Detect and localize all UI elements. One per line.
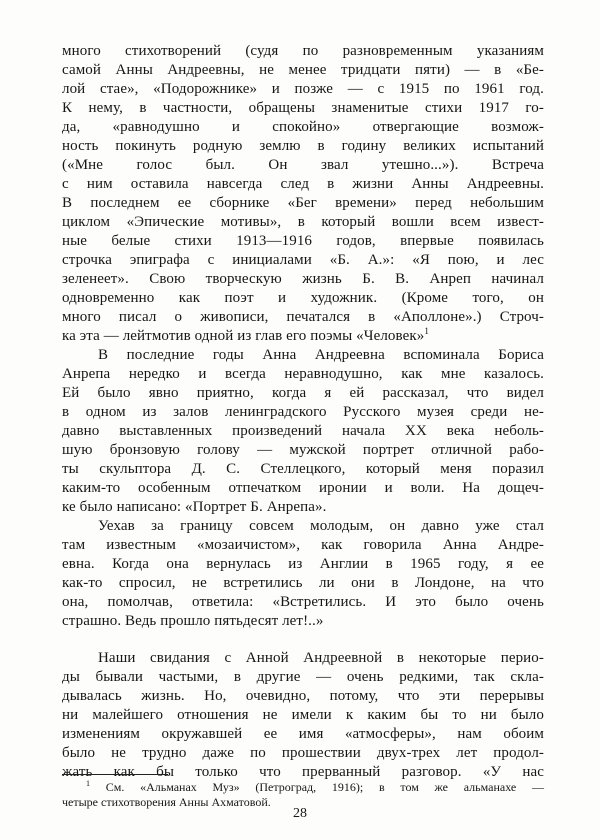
text-line: самой Анны Андреевны, не менее тридцати пяти) — в «Бе- <box>62 62 544 78</box>
text-line: жать как бы только что прерванный разговор. «У нас <box>62 764 544 780</box>
footnote-line: четыре стихотворения Анны Ахматовой. <box>62 795 271 809</box>
text-line: К нему, в частности, обращены знаменитые стихи 1917 го- <box>62 100 544 116</box>
text-line: ни малейшего отношения не имели к каким бы то ни было <box>62 707 544 723</box>
text-line: шую бронзовую голову — мужской портрет отличной рабо- <box>62 442 544 458</box>
text-line: дывалась жизнь. Но, очевидно, потому, что эти перерывы <box>62 688 544 704</box>
text-line: как-то спросил, не встретились ли они в Лондоне, на что <box>62 575 544 591</box>
text-line: да, «равнодушно и спокойно» отвергающие возмож- <box>62 119 544 135</box>
text-line: с ним оставила навсегда след в жизни Анны Андреевны. <box>62 176 544 192</box>
text-line: каким-то особенным отпечатком иронии и воли. На дощеч- <box>62 480 544 496</box>
text-line: ды бывали частыми, в другие — очень редкими, так скла- <box>62 669 544 685</box>
text-line: она, помолчав, ответила: «Встретились. И это было очень <box>62 594 544 610</box>
text-line: одновременно как поэт и художник. (Кроме того, он <box>62 290 544 306</box>
text-line: циклом «Эпические мотивы», в который вошли всем извест- <box>62 214 544 230</box>
text-line: в одном из залов ленинградского Русского музея среди не- <box>62 404 544 420</box>
text-line <box>62 327 544 346</box>
text-line: было не трудно даже по прошествии двух-трех лет продол- <box>62 745 544 761</box>
text-line: ке было написано: «Портрет Б. Анрепа». <box>62 499 327 515</box>
text-line: («Мне голос был. Он звал утешно...»). Встреча <box>62 157 544 173</box>
text-line: много писал о живописи, печатался в «Аполлоне».) Строч- <box>62 309 544 325</box>
text-line: строчка эпиграфа с инициалами «Б. А.»: «Я пою, и лес <box>62 252 544 268</box>
text-line: давно выставленных произведений начала XX века неболь- <box>62 423 544 439</box>
footnote-marker: 1 <box>86 779 90 788</box>
text-line: ты скульптора Д. С. Стеллецкого, который меня поразил <box>62 461 544 477</box>
text-line: лой стае», «Подорожнике» и позже — с 1915 по 1961 год. <box>62 81 544 97</box>
text-line: там известным «мозаичистом», как говорила Анна Андре- <box>62 537 544 553</box>
text-line-content: ка эта — лейтмотив одной из глав его поэмы «Человек» <box>62 328 425 344</box>
text-line: Наши свидания с Анной Андреевной в некоторые перио- <box>98 650 544 666</box>
text-line: В последнем ее сборнике «Бег времени» перед небольшим <box>62 195 544 211</box>
footnote-reference[interactable]: 1 <box>424 326 429 336</box>
footnote-divider <box>62 774 168 775</box>
text-line: Уехав за границу совсем молодым, он давно уже стал <box>98 518 544 534</box>
text-line: ность покинуть родную землю в годину великих испытаний <box>62 138 544 154</box>
text-line: изменениям окружавшей ее имя «атмосферы», нам обоим <box>62 726 544 742</box>
footnote-line <box>86 780 544 795</box>
text-line: Ей было явно приятно, когда я ей рассказал, что видел <box>62 385 544 401</box>
page-number: 28 <box>293 806 307 821</box>
footnote-text: См. «Альманах Муз» (Петроград, 1916); в том же альманахе — <box>105 780 544 794</box>
text-line: В последние годы Анна Андреевна вспоминала Бориса <box>98 347 544 363</box>
text-line: много стихотворений (судя по разновременным указаниям <box>62 43 544 59</box>
text-line: зеленеет». Свою творческую жизнь Б. В. Анреп начинал <box>62 271 544 287</box>
text-line: страшно. Ведь прошло пятьдесят лет!..» <box>62 613 324 629</box>
text-line: Анрепа нередко и всегда неравнодушно, как мне казалось. <box>62 366 544 382</box>
text-line: ные белые стихи 1913—1916 годов, впервые появилась <box>62 233 544 249</box>
text-line: евна. Когда она вернулась из Англии в 1965 году, я ее <box>62 556 544 572</box>
